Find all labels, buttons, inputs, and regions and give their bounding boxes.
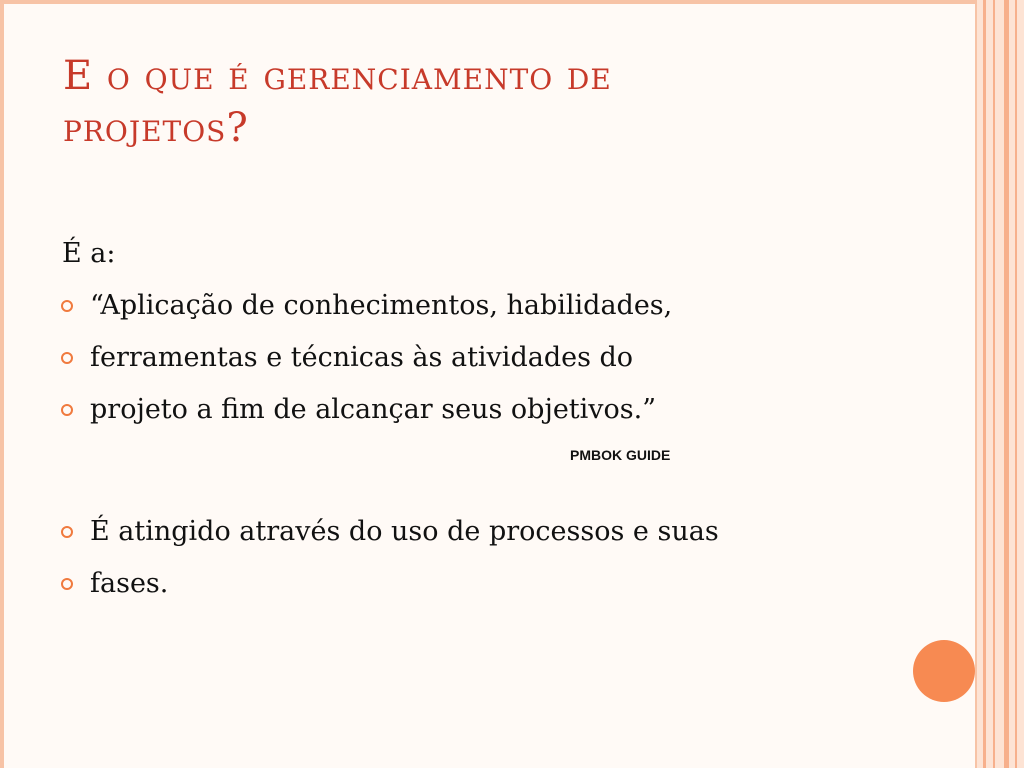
bullet-text: fases.: [90, 568, 169, 599]
rail-stripe: [993, 0, 995, 768]
title-line-2: projetos?: [63, 105, 249, 151]
circle-bullet-icon: [61, 300, 73, 312]
slide-title: [63, 50, 823, 154]
bullet-item: [60, 280, 920, 332]
bullet-text: É atingido através do uso de processos e suas: [90, 516, 719, 547]
slide-body: [60, 228, 920, 436]
circle-bullet-icon: [61, 404, 73, 416]
decorative-rails: [977, 0, 1024, 768]
bullet-item: [60, 384, 920, 436]
rail-stripe: [1015, 0, 1017, 768]
rail-stripe: [1004, 0, 1009, 768]
circle-bullet-icon: [61, 578, 73, 590]
bullet-item: [60, 506, 920, 558]
source-citation: PMBOK GUIDE: [570, 447, 671, 463]
bullet-item: [60, 558, 920, 610]
bullet-item: [60, 332, 920, 384]
intro-text: É a:: [62, 238, 116, 269]
rail-stripe: [983, 0, 986, 768]
orange-circle-icon: [913, 640, 975, 702]
circle-bullet-icon: [61, 526, 73, 538]
title-line-1: E o que é gerenciamento de: [63, 53, 612, 99]
circle-bullet-icon: [61, 352, 73, 364]
bullet-text: “Aplicação de conhecimentos, habilidades,: [90, 290, 673, 321]
bullet-text: ferramentas e técnicas às atividades do: [90, 342, 634, 373]
slide-body-closing: [60, 506, 920, 610]
bullet-text: projeto a fim de alcançar seus objetivos.”: [90, 394, 657, 425]
